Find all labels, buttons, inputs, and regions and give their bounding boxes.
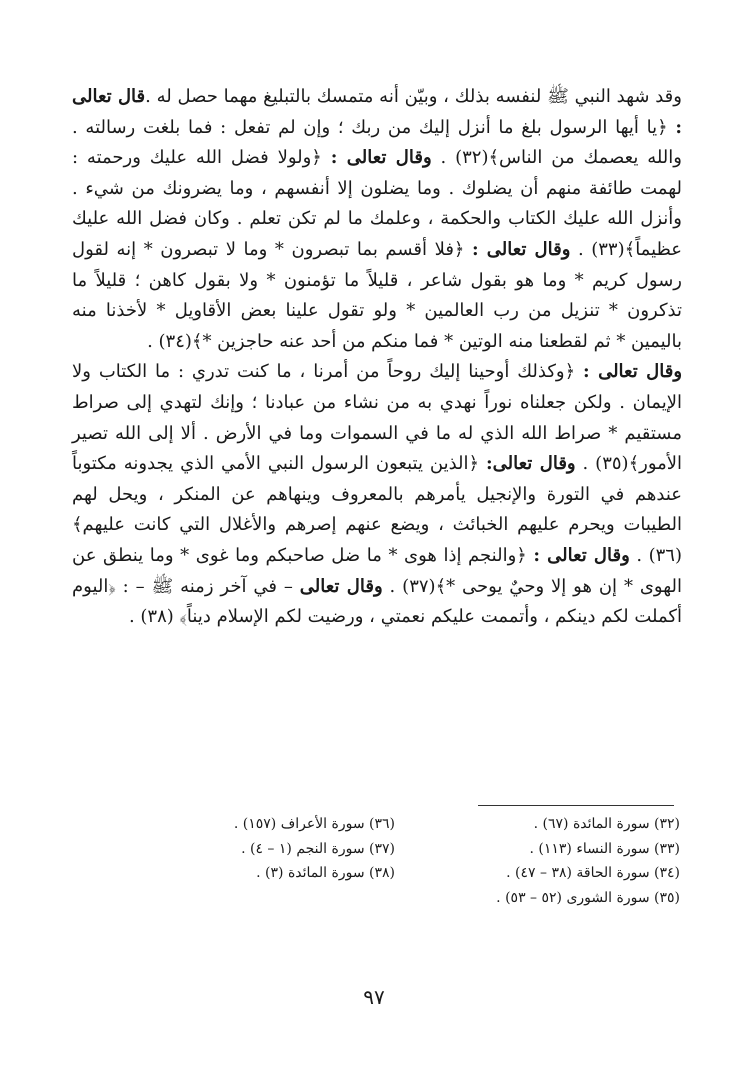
page-number: ٩٧ xyxy=(363,985,385,1009)
text-run: ﴿وكذلك أوحينا إليك روحاً من أمرنا ، ما كنت تدري : ما الكتاب ولا الإيمان . ولكن جعلناه نوراً نهدي به من نشاء من عبادنا ؛ وإنك لتهدي إلى صراط مستقيم * صراط الله الذي له ما في السموات وما في الأرض . ألا إلى الله تصير الأمور﴾ xyxy=(72,361,683,475)
footnotes-right-column xyxy=(440,812,680,910)
text-run: – في آخر زمنه ﷺ – : ﴿اليوم أكملت لكم دينكم ، وأتممت عليكم نعمتي ، ورضيت لكم الإسلام ديناً﴾ xyxy=(72,575,682,628)
text-run: (٣٤) . xyxy=(147,330,192,352)
footnote-separator xyxy=(478,805,674,806)
footnote: (٣٤) سورة الحاقة (٣٨ – ٤٧) . xyxy=(506,865,680,881)
text-run: ﴿ولولا فضل الله عليك ورحمته : لهمت طائفة منهم أن يضلوك . وما يضلون إلا أنفسهم ، وما يضرونك من شيء . وأنزل الله عليك الكتاب والحكمة ، وعلمك ما لم تكن تعلم . وكان فضل الله عليك عظيماً﴾ xyxy=(72,147,683,260)
verse-intro-label: وقال تعالى: xyxy=(485,453,576,475)
footnotes-left-column xyxy=(180,812,395,886)
text-run: ﴿والنجم إذا هوى * ما ضل صاحبكم وما غوى * وما ينطق عن الهوى * إن هو إلا وحيٌ يوحى *﴾ xyxy=(72,544,682,597)
text-run: (٣٢) . xyxy=(431,147,489,169)
text-run: ﴿الذين يتبعون الرسول النبي الأمي الذي يجدونه مكتوباً عندهم في التورة والإنجيل يأمرهم بالمعروف وينهاهم عن المنكر ، ويحل لهم الطيبات ويحرم عليهم الخبائث ، ويضع عنهم إصرهم والأغلال التي كانت عليهم﴾ xyxy=(72,453,682,536)
footnote: (٣٣) سورة النساء (١١٣) . xyxy=(529,840,680,857)
text-run: ﴿يا أيها الرسول بلغ ما أنزل إليك من ربك ؛ وإن لم تفعل : فما بلغت رسالته . والله يعصمك من الناس﴾ xyxy=(72,116,682,169)
footnote: (٣٧) سورة النجم (١ – ٤) . xyxy=(241,840,395,857)
text-run: (٣٣) . xyxy=(570,238,625,260)
text-run: (٣٨) . xyxy=(128,606,180,628)
text-run: ﴿فلا أقسم بما تبصرون * وما لا تبصرون * إنه لقول رسول كريم * وما هو بقول شاعر ، قليلاً ما تؤمنون * ولا بقول كاهن ؛ قليلاً ما تذكرون * تنزيل من رب العالمين * ولو تقول علينا بعض الأقاويل * لأخذنا منه باليمين * ثم لقطعنا منه الوتين * فما منكم من أحد عنه حاجزين *﴾ xyxy=(72,238,682,352)
verse-intro-label: وقال تعالى : xyxy=(583,361,683,383)
footnote: (٣٢) سورة المائدة (٦٧) . xyxy=(533,816,680,832)
text-run: (٣٥) . xyxy=(575,453,629,475)
verse-intro-label: وقال تعالى : xyxy=(330,147,432,169)
text-run: (٣٧) . xyxy=(382,575,436,597)
footnote: (٣٦) سورة الأعراف (١٥٧) . xyxy=(233,816,395,832)
verse-intro-label: وقال تعالى : xyxy=(472,238,571,260)
footnote: (٣٥) سورة الشورى (٥٢ – ٥٣) . xyxy=(496,889,680,906)
verse-intro-label: وقال تعالى : xyxy=(533,544,630,566)
paragraph xyxy=(72,357,682,632)
verse-intro-label: وقال تعالى xyxy=(299,575,383,597)
text-run: وقد شهد النبي ﷺ لنفسه بذلك ، وبيّن أنه متمسك بالتبليغ مهما حصل له . xyxy=(145,86,682,107)
paragraph xyxy=(72,82,682,357)
verse-intro-label: قال تعالى : xyxy=(72,86,682,138)
footnote: (٣٨) سورة المائدة (٣) . xyxy=(256,865,395,881)
text-run: (٣٦) . xyxy=(629,544,683,566)
main-text xyxy=(72,82,682,633)
